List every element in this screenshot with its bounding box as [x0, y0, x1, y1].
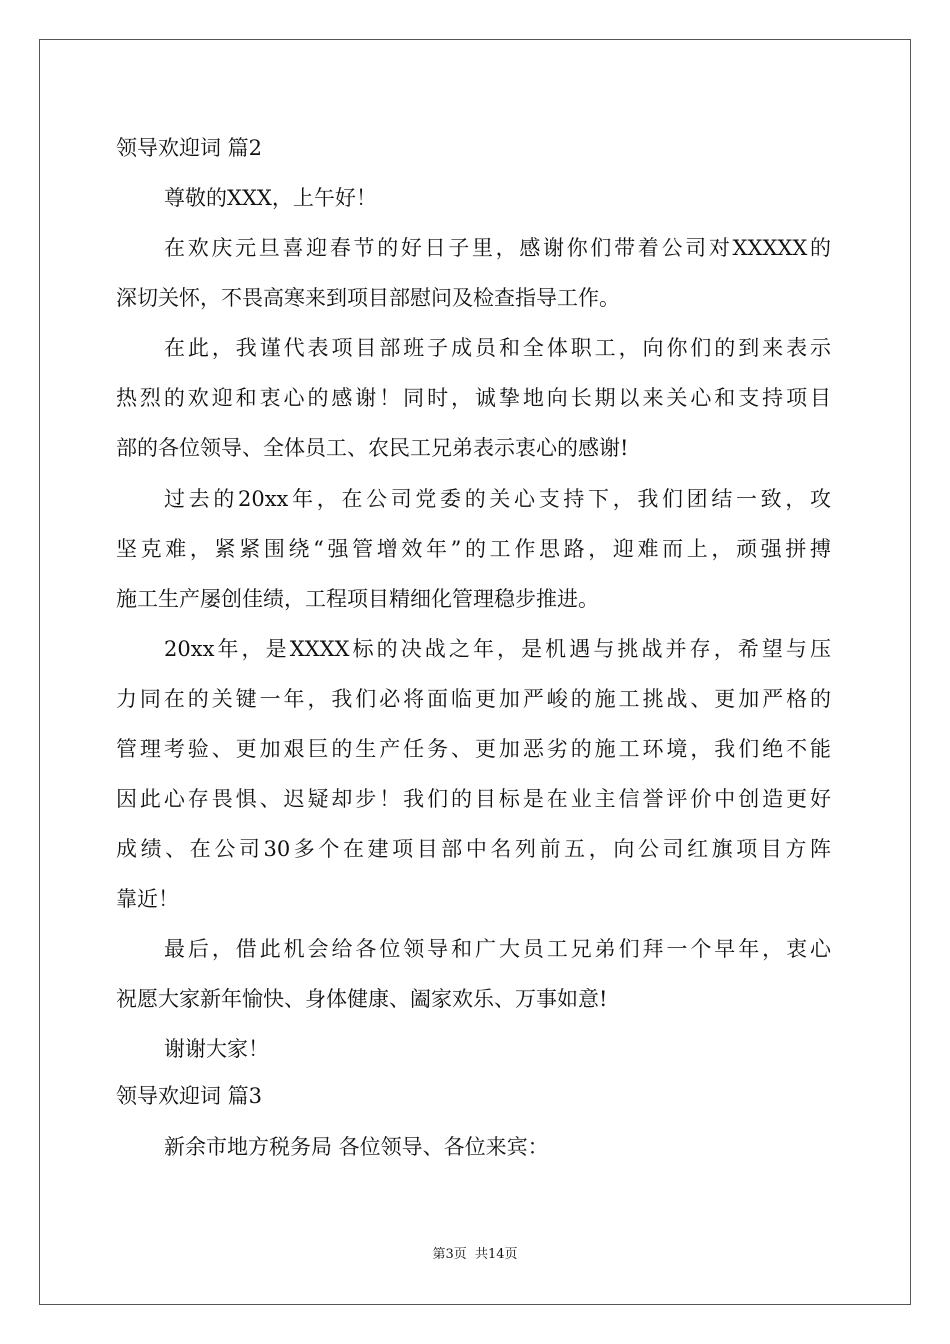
section-heading: 领导欢迎词 篇3 [116, 1084, 263, 1108]
paragraph-line: 力同在的关键一年，我们必将面临更加严峻的施工挑战、更加严格的 [116, 687, 831, 711]
salutation-line: 新余市地方税务局 各位领导、各位来宾： [164, 1135, 549, 1159]
section-heading: 领导欢迎词 篇2 [116, 136, 263, 160]
salutation-line: 尊敬的XXX，上午好！ [164, 186, 377, 210]
paragraph-line: 坚克难，紧紧围绕“强管增效年”的工作思路，迎难而上，顽强拼搏 [116, 537, 831, 561]
paragraph-line: 因此心存畏惧、迟疑却步！我们的目标是在业主信誉评价中创造更好 [116, 787, 831, 811]
page-number-footer: 第3页 共14页 [432, 1247, 518, 1262]
paragraph-line: 施工生产屡创佳绩，工程项目精细化管理稳步推进。 [116, 587, 599, 611]
paragraph-line: 成绩、在公司30多个在建项目部中名列前五，向公司红旗项目方阵 [116, 837, 831, 861]
paragraph-line: 管理考验、更加艰巨的生产任务、更加恶劣的施工环境，我们绝不能 [116, 737, 831, 761]
paragraph-line: 过去的20xx年，在公司党委的关心支持下，我们团结一致，攻 [164, 487, 831, 511]
paragraph-line: 祝愿大家新年愉快、身体健康、阖家欢乐、万事如意! [116, 987, 608, 1011]
paragraph-line: 部的各位领导、全体员工、农民工兄弟表示衷心的感谢! [116, 436, 629, 460]
paragraph-line: 在此，我谨代表项目部班子成员和全体职工，向你们的到来表示 [164, 336, 831, 360]
page-border [39, 39, 911, 1305]
paragraph-line: 热烈的欢迎和衷心的感谢！同时，诚挚地向长期以来关心和支持项目 [116, 386, 831, 410]
closing-line: 谢谢大家！ [164, 1037, 269, 1061]
paragraph-line: 深切关怀，不畏高寒来到项目部慰问及检查指导工作。 [116, 286, 620, 310]
paragraph-line: 靠近！ [116, 887, 179, 911]
paragraph-line: 在欢庆元旦喜迎春节的好日子里，感谢你们带着公司对XXXXX的 [164, 236, 831, 260]
paragraph-line: 最后，借此机会给各位领导和广大员工兄弟们拜一个早年，衷心 [164, 937, 831, 961]
paragraph-line: 20xx年，是XXXX标的决战之年，是机遇与挑战并存，希望与压 [164, 637, 831, 661]
